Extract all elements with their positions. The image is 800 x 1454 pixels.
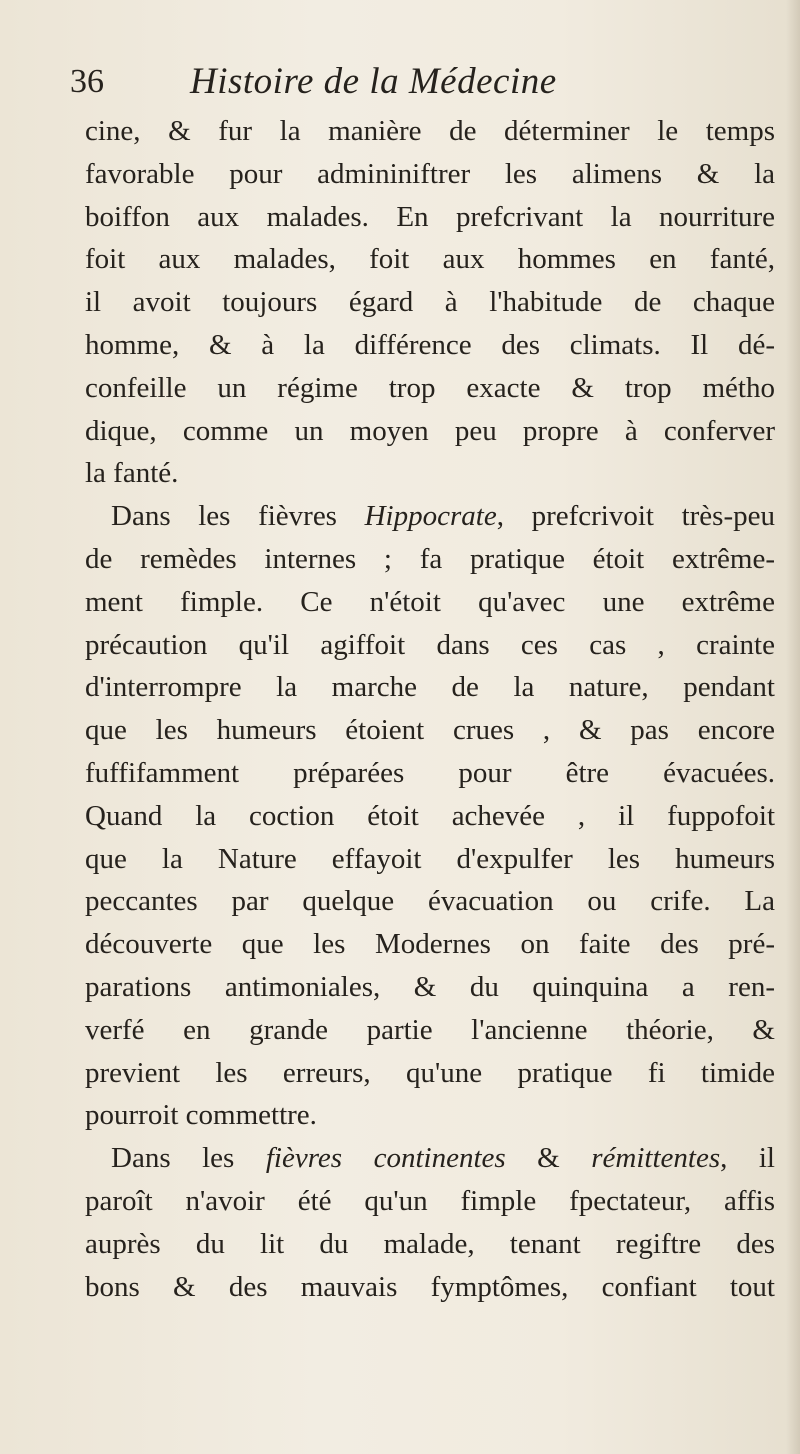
text-segment: &	[505, 1142, 592, 1175]
text-segment: découverte que les Modernes on faite des pré-	[85, 928, 775, 961]
text-segment: pourroit commettre.	[85, 1099, 317, 1132]
page-edge-shadow	[786, 0, 800, 1454]
text-line	[85, 495, 775, 538]
text-segment: favorable pour admininiftrer les alimens & la	[85, 157, 775, 190]
running-title: Histoire de la Médecine	[190, 61, 557, 102]
body-text	[85, 110, 775, 1308]
text-line	[85, 367, 775, 410]
text-segment: dique, comme un moyen peu propre à conferver	[85, 414, 775, 447]
text-segment: précaution qu'il agiffoit dans ces cas , crainte	[85, 628, 775, 661]
text-segment: confeille un régime trop exacte & trop métho	[85, 371, 775, 404]
text-segment: d'interrompre la marche de la nature, pendant	[85, 671, 775, 704]
text-segment: paroît n'avoir été qu'un fimple fpectateur, affis	[85, 1184, 775, 1217]
text-segment: de remèdes internes ; fa pratique étoit extrême-	[85, 542, 775, 575]
text-line	[85, 538, 775, 581]
text-segment: peccantes par quelque évacuation ou crife. La	[85, 885, 775, 918]
text-line	[85, 1009, 775, 1052]
text-segment: que la Nature effayoit d'expulfer les humeurs	[85, 842, 775, 875]
text-segment: Dans les	[111, 1142, 266, 1175]
text-segment: boiffon aux malades. En prefcrivant la nourriture	[85, 200, 775, 233]
italic-phrase: Hippocrate	[364, 500, 497, 533]
text-segment: fuffifamment préparées pour être évacuées.	[85, 756, 775, 789]
text-line	[85, 1223, 775, 1266]
text-line	[85, 581, 775, 624]
text-segment: ment fimple. Ce n'étoit qu'avec une extrême	[85, 585, 775, 618]
text-line	[85, 281, 775, 324]
text-line	[85, 452, 775, 495]
text-line	[85, 838, 775, 881]
text-line	[85, 624, 775, 667]
text-segment: auprès du lit du malade, tenant regiftre des	[85, 1227, 775, 1260]
text-line	[85, 795, 775, 838]
text-segment: bons & des mauvais fymptômes, confiant tout	[85, 1270, 775, 1303]
text-line	[85, 1052, 775, 1095]
text-line	[85, 666, 775, 709]
text-line	[85, 153, 775, 196]
text-line	[85, 196, 775, 239]
text-line	[85, 1094, 775, 1137]
text-line	[85, 709, 775, 752]
text-line	[85, 752, 775, 795]
text-segment: Dans les fièvres	[111, 500, 365, 533]
text-segment: verfé en grande partie l'ancienne théorie, &	[85, 1013, 775, 1046]
text-segment: Quand la coction étoit achevée , il fuppofoit	[85, 799, 775, 832]
text-line	[85, 238, 775, 281]
text-segment: la fanté.	[85, 457, 179, 490]
text-segment: , prefcrivoit très-peu	[496, 500, 775, 533]
text-line	[85, 110, 775, 153]
text-segment: previent les erreurs, qu'une pratique fi timide	[85, 1056, 775, 1089]
italic-phrase: fièvres continentes	[265, 1142, 506, 1175]
text-segment: parations antimoniales, & du quinquina a ren-	[85, 970, 775, 1003]
text-line	[85, 1137, 775, 1180]
text-segment: foit aux malades, foit aux hommes en fanté,	[85, 243, 775, 276]
running-header	[70, 60, 770, 110]
page-number: 36	[70, 63, 104, 100]
text-line	[85, 410, 775, 453]
text-segment: , il	[720, 1142, 775, 1175]
text-segment: homme, & à la différence des climats. Il dé-	[85, 328, 775, 361]
text-line	[85, 324, 775, 367]
italic-phrase: rémittentes	[591, 1142, 721, 1175]
text-segment: cine, & fur la manière de déterminer le temps	[85, 115, 775, 147]
text-line	[85, 1180, 775, 1223]
text-segment: il avoit toujours égard à l'habitude de chaque	[85, 286, 775, 319]
text-line	[85, 1266, 775, 1309]
text-segment: que les humeurs étoient crues , & pas encore	[85, 714, 775, 747]
text-line	[85, 880, 775, 923]
text-line	[85, 923, 775, 966]
text-line	[85, 966, 775, 1009]
